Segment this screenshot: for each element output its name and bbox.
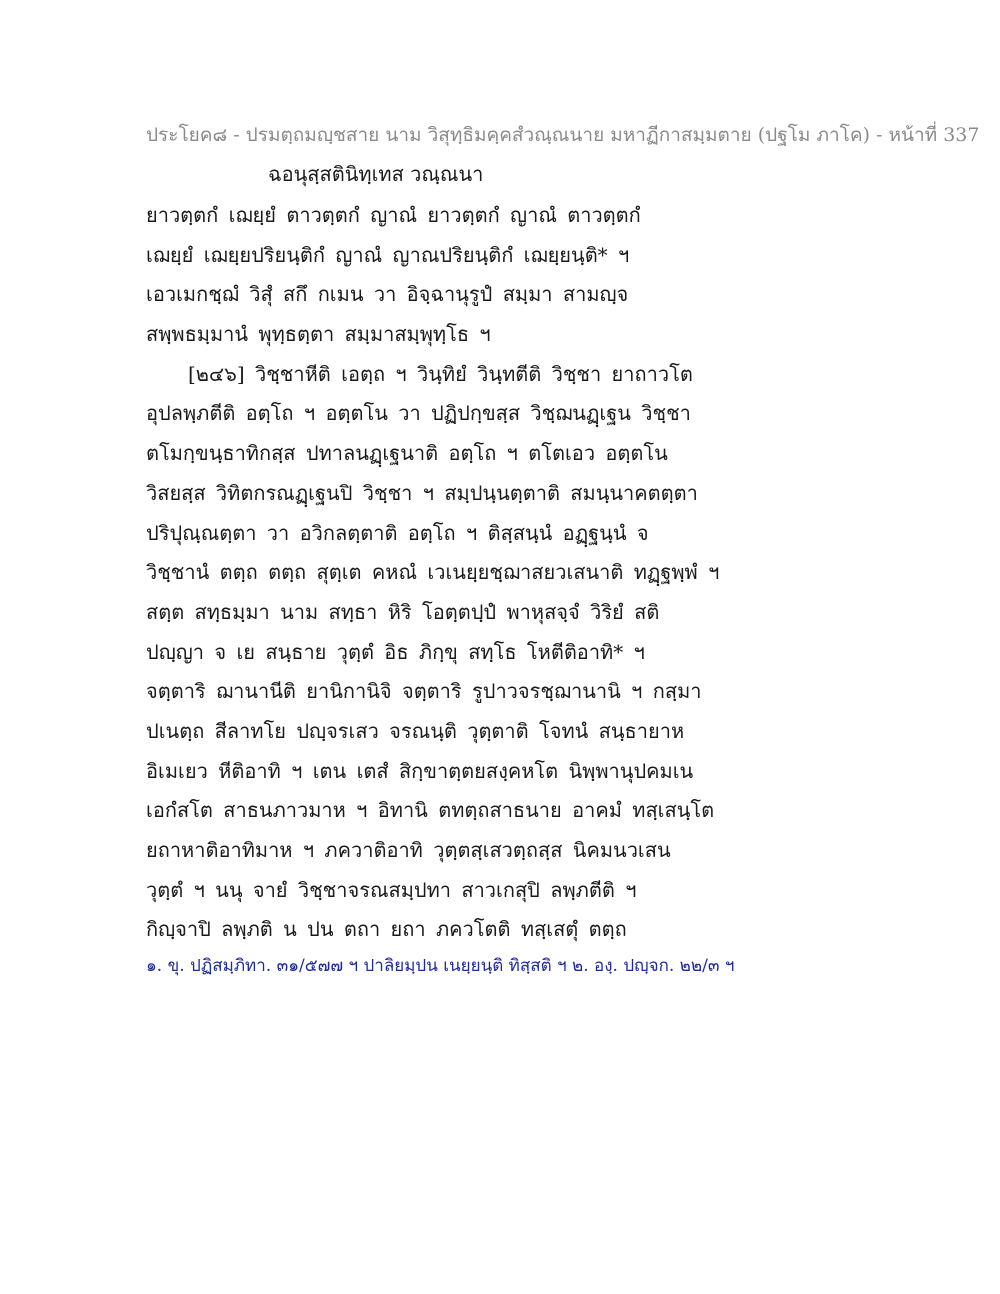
- running-header: ประโยค๘ - ปรมตฺถมญฺชสาย นาม วิสุทฺธิมคฺคสํวณฺณนาย มหาฏีกาสมฺมตาย (ปฐโม ภาโค) - หน้าที่ 337: [146, 124, 980, 146]
- text-line: ยถาหาติอาทิมาห ฯ ภควาติอาทิ วุตฺตสฺเสวตฺถสฺส นิคมนวเสน: [146, 838, 671, 862]
- text-line: สพฺพธมฺมานํ พุทฺธตฺตา สมฺมาสมฺพุทฺโธ ฯ: [146, 322, 491, 347]
- text-line: กิญฺจาปิ ลพฺภติ น ปน ตถา ยถา ภควโตติ ทสฺเสตุํ ตตฺถ: [146, 917, 627, 942]
- footnote: ๑. ขุ. ปฏิสมฺภิทา. ๓๑/๕๗๗ ฯ ปาลิยมฺปน เนยฺยนฺติ ทิสฺสติ ฯ ๒. องฺ. ปญฺจก. ๒๒/๓ ฯ: [146, 956, 735, 976]
- body-text: [146, 199, 720, 953]
- text-line: ยาวตฺตกํ เฌยฺยํ ตาวตฺตกํ ญาณํ ยาวตฺตกํ ญาณํ ตาวตฺตกํ: [146, 203, 641, 227]
- text-line: สตฺต สทฺธมฺมา นาม สทฺธา หิริ โอตฺตปฺปํ พาหุสจฺจํ วิริยํ สติ: [146, 599, 660, 624]
- text-line: จตฺตาริ ฌานานีติ ยานิกานิจิ จตฺตาริ รูปาวจรชฺฌานานิ ฯ กสฺมา: [146, 679, 702, 704]
- text-line: เอกํสโต สาธนภาวมาห ฯ อิทานิ ตทตฺถสาธนาย อาคมํ ทสฺเสนฺโต: [146, 798, 715, 823]
- text-line: ตโมกฺขนฺธาทิกสฺส ปทาลนฏฺเฐนาติ อตฺโถ ฯ ตโตเอว อตฺตโน: [146, 441, 668, 466]
- text-line: วุตฺตํ ฯ นนุ จายํ วิชฺชาจรณสมฺปทา สาวเกสุปิ ลพฺภตีติ ฯ: [146, 877, 637, 902]
- text-line: เฌยฺยํ เฌยฺยปริยนฺติกํ ญาณํ ญาณปริยนฺติกํ เฌยฺยนฺติ* ฯ: [146, 242, 630, 267]
- text-line: ปริปุณฺณตฺตา วา อวิกลตฺตาติ อตฺโถ ฯ ติสฺสนฺนํ อฏฺฐนฺนํ จ: [146, 520, 649, 545]
- text-line: อิเมเยว หีติอาทิ ฯ เตน เตสํ สิกฺขาตฺตยสงฺคหโต นิพฺพานุปคมเน: [146, 758, 694, 783]
- text-line: อุปลพฺภตีติ อตฺโถ ฯ อตฺตโน วา ปฏิปกฺขสฺส วิชฺฌนฏฺเฐน วิชฺชา: [146, 401, 691, 426]
- text-line: เอวเมกชฺฌํ วิสุํ สกึ กเมน วา อิจฺฉานุรูปํ สมฺมา สามญฺจ: [146, 282, 629, 307]
- text-line: ปเนตฺถ สีลาทโย ปญฺจรเสว จรณนฺติ วุตฺตาติ โจทนํ สนฺธายาห: [146, 718, 685, 743]
- section-title: ฉอนุสฺสตินิทฺเทส วณฺณนา: [268, 162, 484, 186]
- text-line: ปญฺญา จ เย สนฺธาย วุตฺตํ อิธ ภิกฺขุ สทฺโธ โหตีติอาทิ* ฯ: [146, 639, 645, 664]
- text-line: วิชฺชานํ ตตฺถ ตตฺถ สุตฺเต คหณํ เวเนยฺยชฺฌาสยวเสนาติ ทฏฺฐพฺพํ ฯ: [146, 560, 720, 585]
- text-line: วิสยสฺส วิทิตกรณฏฺเฐนปิ วิชฺชา ฯ สมฺปนฺนตฺตาติ สมนฺนาคตตฺตา: [146, 480, 698, 505]
- paragraph-start-line: [๒๔๖] วิชฺชาหีติ เอตฺถ ฯ วินฺทิยํ วินฺทตีติ วิชฺชา ยาถาวโต: [188, 361, 693, 386]
